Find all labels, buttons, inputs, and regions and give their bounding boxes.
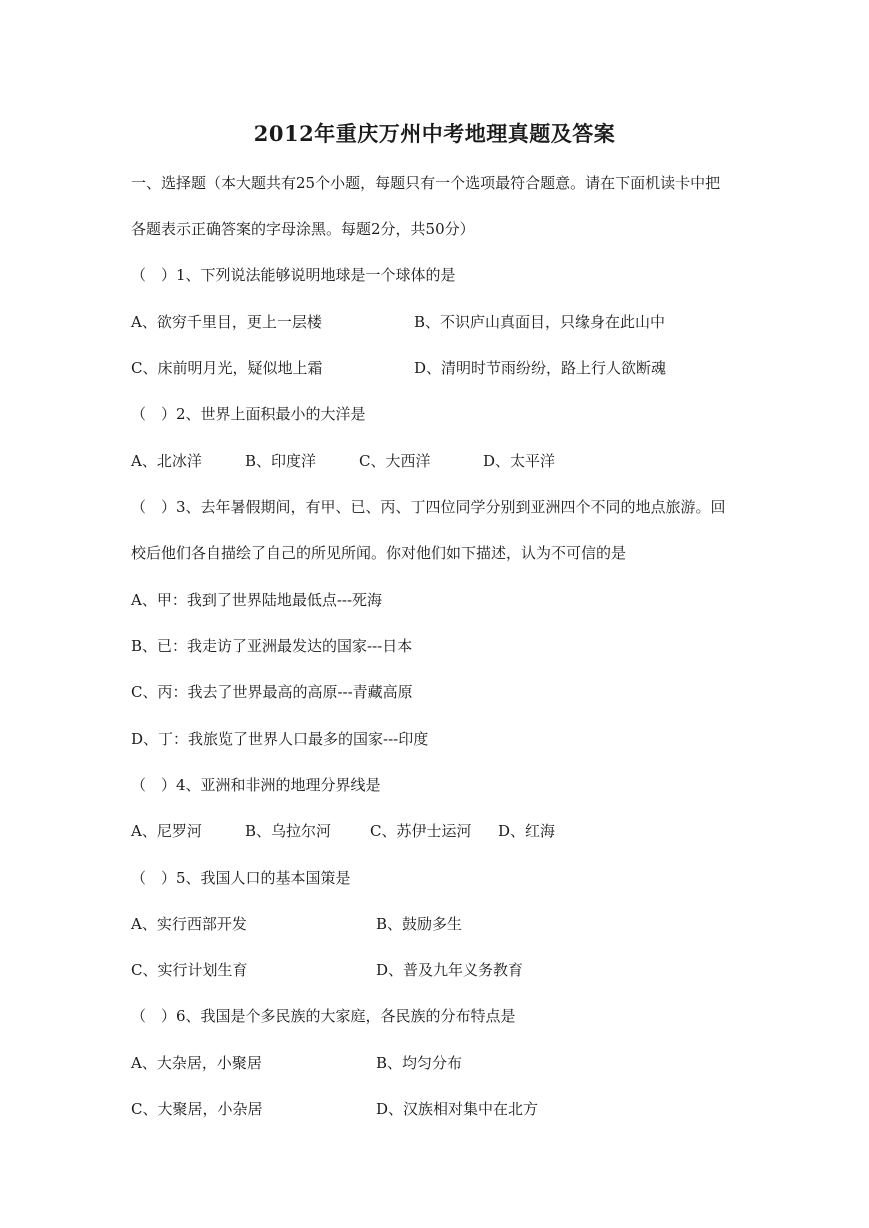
question-3-option-c: C、丙：我去了世界最高的高原---青藏高原 (131, 683, 413, 701)
question-2-option-c: C、大西洋 (359, 452, 431, 470)
question-2-option-a: A、北冰洋 (131, 452, 202, 470)
question-4-option-d: D、红海 (498, 822, 556, 840)
question-2-option-b: B、印度洋 (245, 452, 317, 470)
question-1-option-d: D、清明时节雨纷纷，路上行人欲断魂 (414, 359, 667, 377)
question-6-option-c: C、大聚居，小杂居 (131, 1100, 263, 1118)
question-3-option-d: D、丁：我旅览了世界人口最多的国家---印度 (131, 730, 429, 748)
question-5-stem: （ ）5、我国人口的基本国策是 (131, 869, 351, 887)
question-6-option-a: A、大杂居，小聚居 (131, 1054, 262, 1072)
question-1-option-a: A、欲穷千里目，更上一层楼 (131, 313, 322, 331)
question-6-stem: （ ）6、我国是个多民族的大家庭，各民族的分布特点是 (131, 1007, 516, 1025)
question-5-option-c: C、实行计划生育 (131, 961, 248, 979)
question-5-option-b: B、鼓励多生 (376, 915, 463, 933)
question-3-option-a: A、甲：我到了世界陆地最低点---死海 (131, 591, 383, 609)
question-2-option-d: D、太平洋 (483, 452, 556, 470)
question-4-stem: （ ）4、亚洲和非洲的地理分界线是 (131, 776, 381, 794)
question-5-option-a: A、实行西部开发 (131, 915, 247, 933)
section-intro-line-1: 一、选择题（本大题共有25个小题，每题只有一个选项最符合题意。请在下面机读卡中把 (131, 174, 721, 192)
question-1-option-b: B、不识庐山真面目，只缘身在此山中 (414, 313, 666, 331)
question-4-option-c: C、苏伊士运河 (370, 822, 472, 840)
question-3-option-b: B、已：我走访了亚洲最发达的国家---日本 (131, 637, 413, 655)
question-4-option-b: B、乌拉尔河 (245, 822, 332, 840)
question-5-option-d: D、普及九年义务教育 (376, 961, 524, 979)
question-2-stem: （ ）2、世界上面积最小的大洋是 (131, 405, 366, 423)
question-6-option-d: D、汉族相对集中在北方 (376, 1100, 539, 1118)
question-1-option-c: C、床前明月光，疑似地上霜 (131, 359, 323, 377)
question-4-option-a: A、尼罗河 (131, 822, 202, 840)
question-1-stem: （ ）1、下列说法能够说明地球是一个球体的是 (131, 266, 456, 284)
section-intro-line-2: 各题表示正确答案的字母涂黑。每题2分，共50分） (131, 220, 475, 238)
question-6-option-b: B、均匀分布 (376, 1054, 463, 1072)
question-3-stem-line-2: 校后他们各自描绘了自己的所见所闻。你对他们如下描述，认为不可信的是 (131, 544, 627, 562)
page-title: 2012年重庆万州中考地理真题及答案 (253, 121, 616, 146)
question-3-stem-line-1: （ ）3、去年暑假期间，有甲、已、丙、丁四位同学分别到亚洲四个不同的地点旅游。回 (131, 498, 726, 516)
